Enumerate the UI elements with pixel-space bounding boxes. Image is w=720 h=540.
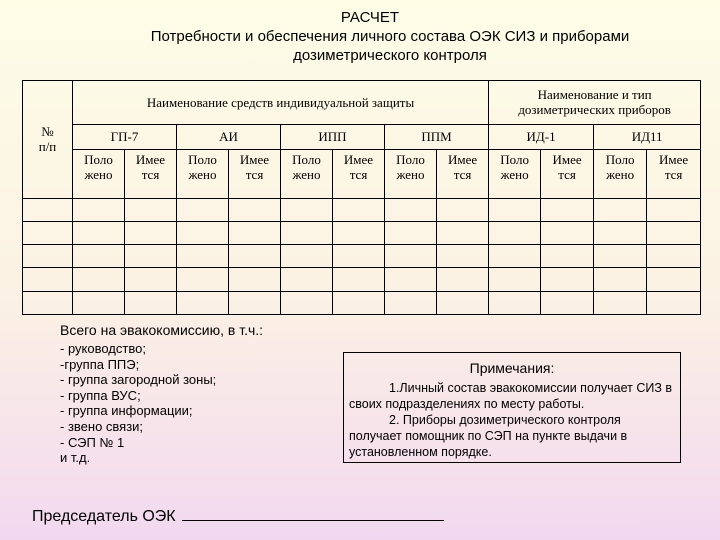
table-cell — [647, 291, 701, 314]
table-cell — [281, 221, 333, 244]
title-line-1: РАСЧЕТ — [340, 9, 400, 26]
table-cell — [333, 221, 385, 244]
table-cell — [23, 221, 73, 244]
group-gp7: ГП-7 — [73, 124, 177, 149]
group-id1: ИД-1 — [489, 124, 594, 149]
title-line-3: дозиметрического контроля — [293, 47, 487, 64]
group-ipp: ИПП — [281, 124, 385, 149]
table-cell — [489, 291, 541, 314]
sub-due — [281, 149, 333, 198]
table-cell — [647, 268, 701, 291]
table-cell — [281, 291, 333, 314]
sub-have-line-1: Имее — [135, 151, 166, 167]
chairman-label: Председатель ОЭК — [32, 508, 176, 525]
sub-due — [489, 149, 541, 198]
table-cell — [437, 291, 489, 314]
list-item: - звено связи; — [60, 418, 144, 434]
list-item: и т.д. — [60, 450, 91, 466]
signature-line — [182, 506, 444, 521]
number-header-line-1: № — [41, 124, 54, 140]
sub-have-line-1: Имее — [552, 151, 582, 167]
note-1: 1.Личный состав эвакокомиссии получает СИЗ в своих подразделениях по месту работы. — [349, 381, 673, 411]
sub-due — [385, 149, 437, 198]
note-2: 2. Приборы дозиметрического контроля получает помощник по СЭП на пункте выдачи в установленном порядке. — [349, 413, 628, 459]
sub-due — [177, 149, 229, 198]
table-cell — [125, 245, 177, 268]
sub-due-line-2: жено — [606, 166, 635, 182]
sub-due-line-1: Поло — [188, 151, 217, 167]
devices-header-line-2: дозиметрических приборов — [518, 102, 671, 118]
sub-have-line-2: тся — [349, 166, 368, 182]
table-cell — [541, 245, 594, 268]
table-row — [23, 198, 701, 221]
sub-have — [541, 149, 594, 198]
table-cell — [229, 245, 281, 268]
group-ai: АИ — [177, 124, 281, 149]
devices-header — [489, 81, 701, 125]
list-item: - группа ВУС; — [60, 387, 141, 403]
table-cell — [647, 221, 701, 244]
list-item: - руководство; — [60, 341, 146, 356]
sub-have — [125, 149, 177, 198]
table-cell — [333, 245, 385, 268]
table-cell — [177, 245, 229, 268]
table-cell — [281, 198, 333, 221]
table-cell — [333, 198, 385, 221]
list-item: - группа загородной зоны; — [60, 372, 217, 388]
sub-due — [594, 149, 647, 198]
sub-due-line-1: Поло — [396, 151, 425, 167]
group-ppm: ППМ — [385, 124, 489, 149]
notes-title: Примечания: — [469, 360, 555, 376]
table-cell — [73, 268, 125, 291]
subheader-row — [23, 149, 701, 198]
list-item: - СЭП № 1 — [60, 434, 125, 450]
sub-due-line-1: Поло — [500, 151, 529, 167]
summary-label: Всего на эвакокомиссию, в т.ч.: — [60, 322, 264, 338]
sub-due-line-2: жено — [84, 166, 113, 182]
sub-have-line-2: тся — [664, 166, 683, 182]
sub-have-line-1: Имее — [447, 151, 478, 167]
sub-have — [647, 149, 701, 198]
table-cell — [229, 291, 281, 314]
sub-due-line-1: Поло — [84, 151, 113, 167]
sub-have-line-1: Имее — [239, 151, 270, 167]
table-cell — [385, 198, 437, 221]
table-cell — [647, 245, 701, 268]
table-cell — [385, 268, 437, 291]
table-cell — [647, 198, 701, 221]
notes-box — [343, 352, 681, 463]
devices-header-line-1: Наименование и тип — [537, 87, 652, 103]
table-cell — [229, 198, 281, 221]
sub-have-line-2: тся — [245, 166, 264, 182]
sub-due-line-1: Поло — [605, 151, 635, 167]
table-cell — [594, 198, 647, 221]
table-cell — [125, 291, 177, 314]
table-cell — [437, 268, 489, 291]
title-line-2: Потребности и обеспечения личного состава ОЭК СИЗ и приборами — [150, 28, 630, 45]
table-cell — [489, 245, 541, 268]
list-item: - группа информации; — [60, 403, 193, 419]
table-cell — [594, 221, 647, 244]
table-cell — [385, 245, 437, 268]
table-cell — [594, 268, 647, 291]
table-cell — [385, 221, 437, 244]
sub-have-line-1: Имее — [659, 151, 689, 167]
table-cell — [541, 198, 594, 221]
table-cell — [437, 198, 489, 221]
sub-due-line-2: жено — [188, 166, 217, 182]
table-cell — [23, 198, 73, 221]
table-cell — [541, 291, 594, 314]
table-cell — [281, 245, 333, 268]
table-cell — [489, 198, 541, 221]
table-cell — [489, 268, 541, 291]
table-cell — [125, 221, 177, 244]
table-cell — [73, 221, 125, 244]
sub-have-line-1: Имее — [343, 151, 374, 167]
table-row — [23, 221, 701, 244]
table-cell — [281, 268, 333, 291]
sub-due-line-1: Поло — [292, 151, 321, 167]
chairman-signature-line — [32, 506, 444, 526]
table-cell — [177, 221, 229, 244]
sub-due-line-2: жено — [396, 166, 425, 182]
sub-due-line-2: жено — [292, 166, 321, 182]
document-title — [80, 8, 700, 65]
table-cell — [594, 291, 647, 314]
table-cell — [229, 268, 281, 291]
sub-due-line-2: жено — [500, 166, 529, 182]
list-item: -группа ППЭ; — [60, 356, 140, 372]
sub-have-line-2: тся — [453, 166, 472, 182]
sub-have-line-2: тся — [558, 166, 576, 182]
table-cell — [385, 291, 437, 314]
groups-list — [60, 341, 216, 466]
number-header — [23, 81, 73, 199]
table-cell — [73, 291, 125, 314]
calculation-table — [22, 80, 701, 315]
table-cell — [125, 268, 177, 291]
table-cell — [125, 198, 177, 221]
table-cell — [333, 291, 385, 314]
table-cell — [23, 291, 73, 314]
sub-due — [73, 149, 125, 198]
table-cell — [541, 221, 594, 244]
table-cell — [437, 245, 489, 268]
table-cell — [177, 268, 229, 291]
sub-have — [437, 149, 489, 198]
table-row — [23, 291, 701, 314]
table-row — [23, 268, 701, 291]
number-header-line-2: п/п — [38, 139, 57, 155]
table-cell — [541, 268, 594, 291]
sub-have-line-2: тся — [141, 166, 160, 182]
table-row — [23, 245, 701, 268]
table-cell — [23, 245, 73, 268]
sub-have — [229, 149, 281, 198]
table-cell — [333, 268, 385, 291]
table-cell — [23, 268, 73, 291]
table-cell — [73, 245, 125, 268]
siz-header: Наименование средств индивидуальной защиты — [73, 81, 489, 125]
table-cell — [177, 198, 229, 221]
sub-have — [333, 149, 385, 198]
table-cell — [437, 221, 489, 244]
table-cell — [229, 221, 281, 244]
table-cell — [73, 198, 125, 221]
table-cell — [489, 221, 541, 244]
table-cell — [177, 291, 229, 314]
group-id11: ИД11 — [594, 124, 701, 149]
table-cell — [594, 245, 647, 268]
